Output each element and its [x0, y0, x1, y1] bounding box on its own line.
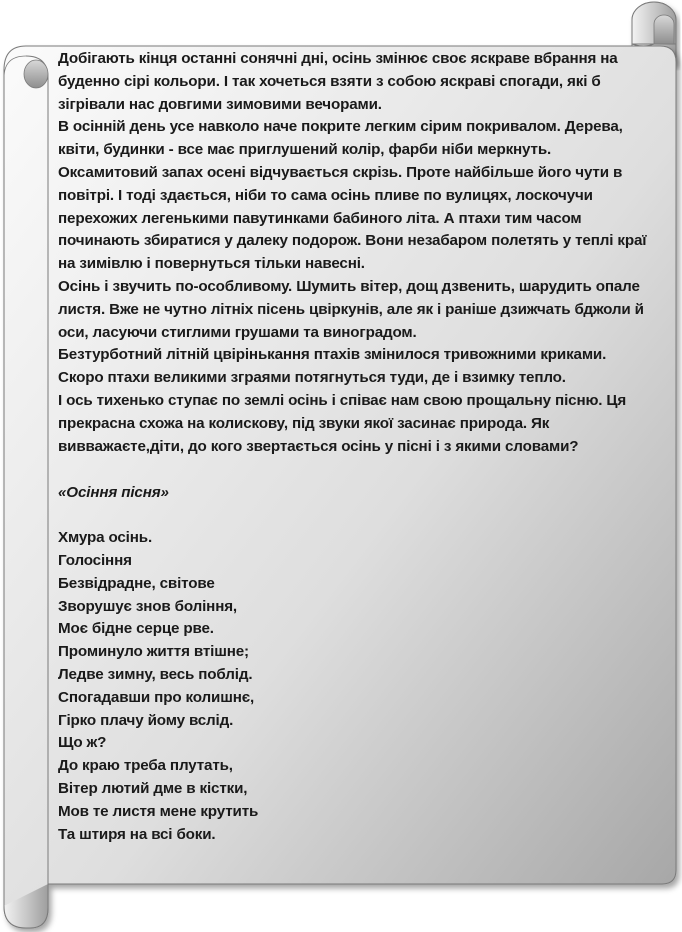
top-right-curl: [632, 2, 676, 46]
poem: [58, 527, 658, 846]
poem-line: Що ж?: [58, 734, 107, 752]
paragraph: В осінній день усе навколо наче покрите легким сірим покривалом. Дерева, квіти, будинки - все має приглушений колір, фарби ніби меркнуть.: [58, 118, 623, 159]
poem-line: Проминуло життя втішне;: [58, 643, 249, 661]
poem-line: Хмура осінь.: [58, 529, 153, 547]
paragraph: Безтурботний літній цвірінькання птахів змінилося тривожними криками.: [58, 346, 607, 364]
poem-line: Зворушує знов боління,: [58, 597, 237, 615]
poem-line: Безвідрадне, світове: [58, 574, 215, 592]
poem-line: Голосіння: [58, 551, 132, 569]
poem-line: До краю треба плутать,: [58, 757, 233, 775]
poem-line: Та штиря на всі боки.: [58, 825, 216, 843]
poem-line: Мов те листя мене крутить: [58, 802, 259, 820]
paragraph: Осінь і звучить по-особливому. Шумить вітер, дощ дзвенить, шарудить опале листя. Вже не чутно літніх пісень цвіркунів, але як і раніше дзижчать бджоли й оси, ласуючи стиглими грушами та виноградом.: [58, 277, 644, 341]
paragraph: Оксамитовий запах осені відчувається скрізь. Проте найбільше його чути в повітрі. І тоді здається, ніби то сама осінь пливе по вулицях, лоскочучи перехожих легенькими павутинками бабиного літа. А птахи тим часом починають збиратися у далеку подорож. Вони незабаром полетять у теплі краї на зимівлю і повернуться тільки навесні.: [58, 163, 647, 273]
poem-line: Вітер лютий дме в кістки,: [58, 779, 248, 797]
poem-title: «Осіння пісня»: [58, 484, 169, 502]
scroll-text: [58, 48, 658, 846]
poem-line: Спогадавши про колишнє,: [58, 688, 255, 706]
poem-line: Гірко плачу йому вслід.: [58, 711, 234, 729]
paragraph: Добігають кінця останні сонячні дні, осінь змінює своє яскраве вбрання на буденно сірі кольори. І так хочеться взяти з собою яскраві спогади, які б зігрівали нас довгими зимовими вечорами.: [58, 50, 618, 113]
poem-line: Моє бідне серце рве.: [58, 620, 214, 638]
paragraph: Скоро птахи великими зграями потягнуться туди, де і взимку тепло.: [58, 369, 566, 387]
paragraph: І ось тихенько ступає по землі осінь і співає нам свою прощальну пісню. Ця прекрасна схожа на колискову, під звуки якої засинає природа. Як вивважаєте,діти, до кого звертається осінь у пісні і з якими словами?: [58, 391, 627, 455]
poem-line: Ледве зимну, весь поблід.: [58, 665, 253, 683]
